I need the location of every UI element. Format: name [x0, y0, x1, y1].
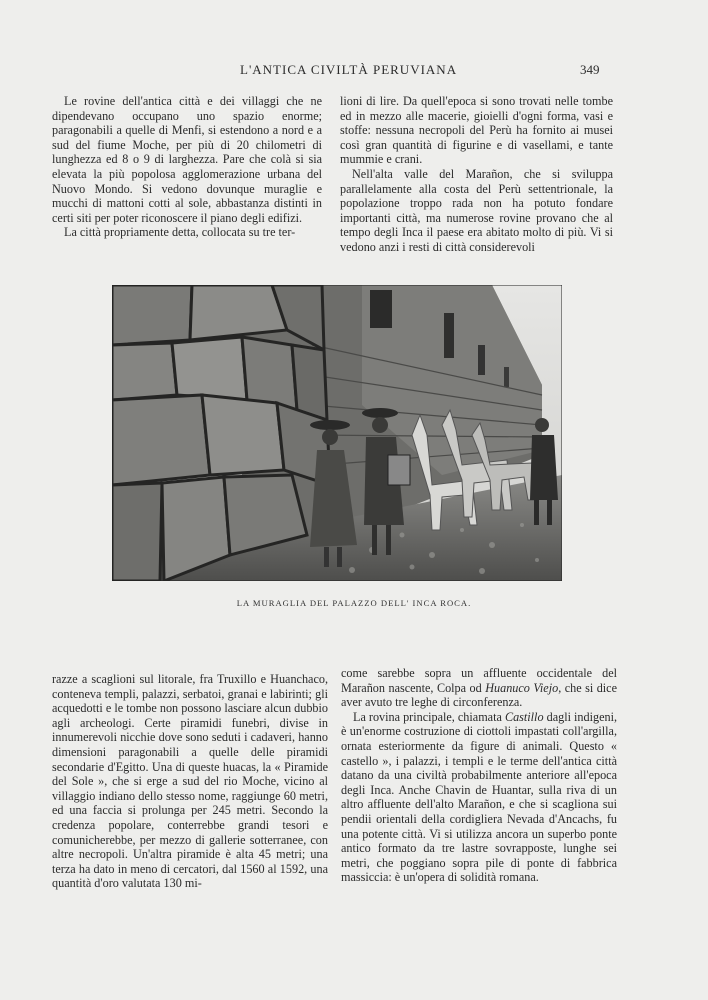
- italic-term: Castillo: [504, 709, 544, 724]
- text-column-top-left: [52, 94, 322, 240]
- text-column-bottom-right: [341, 666, 617, 885]
- paragraph: Le rovine dell'antica città e dei villaggi che ne dipendevano occupano uno spazio enorme; paragonabili a quelle di Menfi, si estendono a nord e a sud del fiume Moche, per più di 20 chilometri di lunghezza ed 8 o 9 di larghezza. Pare che colà si sia elevata la più popolosa agglomerazione urbana del Nuovo Mondo. Si vedono dovunque muraglie e mucchi di mattoni cotti al sole, abbastanza distinti in certi siti per poter riconoscere il piano degli edifizi.: [52, 94, 322, 225]
- page-number: 349: [580, 62, 600, 77]
- paragraph: La città propriamente detta, collocata su tre ter-: [64, 225, 296, 240]
- italic-place-name: Huanuco Viejo: [485, 680, 559, 695]
- text-run: La rovina principale, chiamata: [353, 709, 505, 724]
- photo-inca-roca-wall: [112, 285, 562, 581]
- text-column-bottom-left: [52, 672, 328, 891]
- running-head: [0, 62, 708, 78]
- paragraph: lioni di lire. Da quell'epoca si sono trovati nelle tombe ed in mezzo alle macerie, gioielli d'ogni forma, vasi e stoffe: nessuna necropoli del Perù ha fornito ai musei così gran quantità di figurine e di vasellami, e tante mummie e crani.: [340, 94, 613, 167]
- paragraph: Nell'alta valle del Marañon, che si sviluppa parallelamente alla costa del Perù settentrionale, la popolazione troppo rada non ha potuto fondare importanti città, ma numerose rovine provano che al tempo degli Inca il paese era abitato molto di più. Vi si vedono anzi i resti di città considerevoli: [340, 166, 613, 254]
- paragraph: [341, 666, 617, 710]
- text-column-top-right: [340, 94, 613, 255]
- text-run: dagli indigeni, è un'enorme costruzione di ciottoli impastati coll'argilla, ornata esteriormente da figure di animali. Questo « castello », i palazzi, i templi e le terme dell'antica città datano da una civiltà probabilmente anteriore all'epoca degli Inca. Anche Chavin de Huantar, sulla riva di un altro affluente dell'alto Marañon, e che si scagliona sui pendii orientali della cordigliera Nevada d'Ancachs, fu una potente città. Vi si utilizza ancora un superbo ponte antico formato da tre lastre sovrapposte, lunghe sei metri, che poggiano sopra pile di ponte di fabbrica massiccia: è un'opera di solidità romana.: [341, 709, 617, 885]
- photo-illustration: [112, 285, 562, 581]
- text-run: , che si dice aver avuto tre leghe di circonferenza.: [341, 680, 618, 710]
- paragraph: [341, 710, 617, 885]
- running-title: L'ANTICA CIVILTÀ PERUVIANA: [240, 62, 458, 77]
- paragraph: razze a scaglioni sul litorale, fra Truxillo e Huanchaco, conteneva templi, palazzi, serbatoi, granai e labirinti; gli acquedotti e le tombe non possono lasciare alcun dubbio agli archeologi. Certe piramidi funebri, divise in innumerevoli nicchie dove sono seduti i cadaveri, hanno dimensioni paragonabili a quelle delle piramidi secondarie d'Egitto. Una di queste huacas, la « Piramide del Sole », che si erge a sud del rio Moche, vicino al villaggio indiano dello stesso nome, raggiunge 60 metri, ed una faccia si prolunga per 245 metri. Secondo la credenza popolare, conterrebbe grandi tesori e comunicherebbe, per mezzo di gallerie sotterranee, con altre necropoli. Un'altra piramide è alta 45 metri; una terza ha dato in meno di cercatori, dal 1560 al 1592, una quantità d'oro valutata 130 mi-: [52, 672, 328, 891]
- figure-caption: LA MURAGLIA DEL PALAZZO DELL' INCA ROCA.: [236, 598, 472, 608]
- text-run: come sarebbe sopra un affluente occidentale del Marañon nascente, Colpa od: [341, 666, 617, 695]
